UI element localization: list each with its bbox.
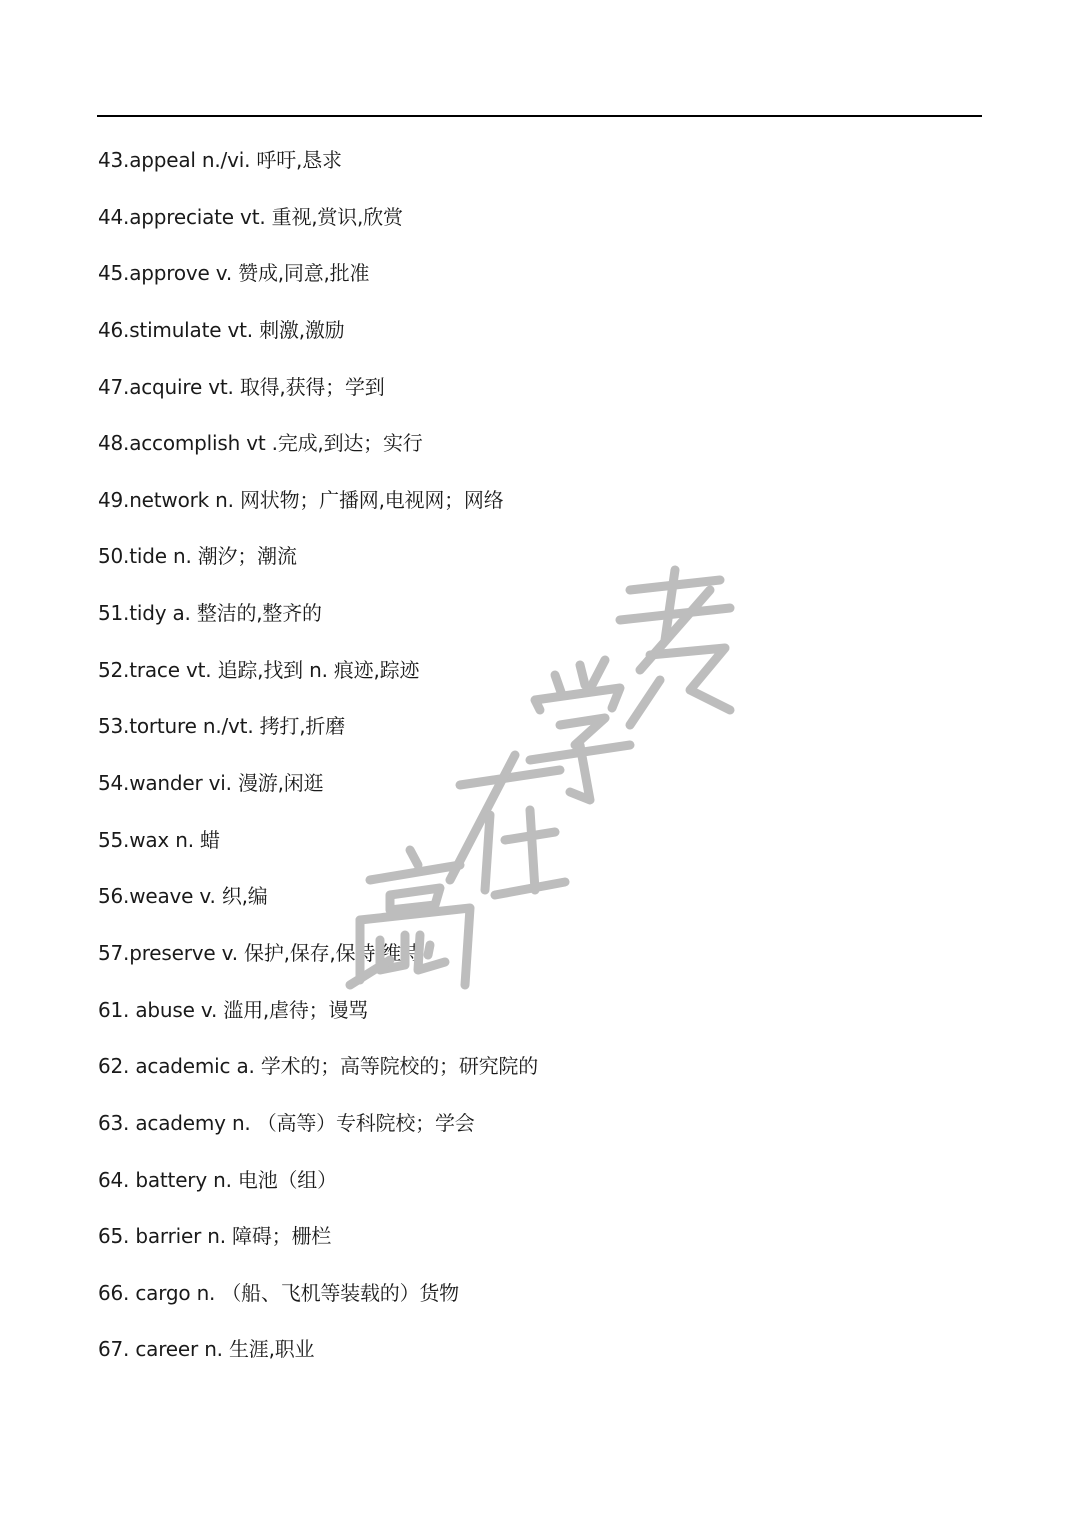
vocab-entry-57: 57.preserve v. 保护,保存,保持,维持: [98, 940, 421, 965]
vocabulary-list: [98, 142, 538, 1388]
vocab-entry-49: 49.network n. 网状物；广播网,电视网；网络: [98, 487, 504, 512]
vocab-entry-52: 52.trace vt. 追踪,找到 n. 痕迹,踪迹: [98, 657, 420, 682]
vocab-entry-54: 54.wander vi. 漫游,闲逛: [98, 771, 324, 796]
vocab-entry-56: 56.weave v. 织,编: [98, 884, 268, 909]
vocab-entry-50: 50.tide n. 潮汐；潮流: [98, 544, 297, 569]
vocab-entry-63: 63. academy n. （高等）专科院校；学会: [98, 1110, 475, 1135]
vocab-entry-44: 44.appreciate vt. 重视,赏识,欣赏: [98, 204, 403, 229]
vocab-entry-46: 46.stimulate vt. 刺激,激励: [98, 317, 345, 342]
vocab-entry-45: 45.approve v. 赞成,同意,批准: [98, 261, 370, 286]
vocab-entry-55: 55.wax n. 蜡: [98, 827, 220, 852]
vocab-entry-43: 43.appeal n./vi. 呼吁,恳求: [98, 148, 342, 172]
header-rule: [97, 115, 982, 117]
vocab-entry-61: 61. abuse v. 滥用,虐待；谩骂: [98, 997, 369, 1022]
vocab-entry-66: 66. cargo n. （船、飞机等装载的）货物: [98, 1280, 459, 1305]
vocab-entry-64: 64. battery n. 电池（组）: [98, 1167, 337, 1192]
vocab-entry-47: 47.acquire vt. 取得,获得；学到: [98, 374, 385, 399]
vocab-entry-48: 48.accomplish vt .完成,到达；实行: [98, 431, 423, 456]
vocab-entry-67: 67. career n. 生涯,职业: [98, 1337, 315, 1362]
vocab-entry-62: 62. academic a. 学术的；高等院校的；研究院的: [98, 1054, 539, 1079]
vocab-entry-51: 51.tidy a. 整洁的,整齐的: [98, 601, 322, 626]
vocab-entry-65: 65. barrier n. 障碍；栅栏: [98, 1224, 332, 1249]
vocab-entry-53: 53.torture n./vt. 拷打,折磨: [98, 714, 345, 739]
